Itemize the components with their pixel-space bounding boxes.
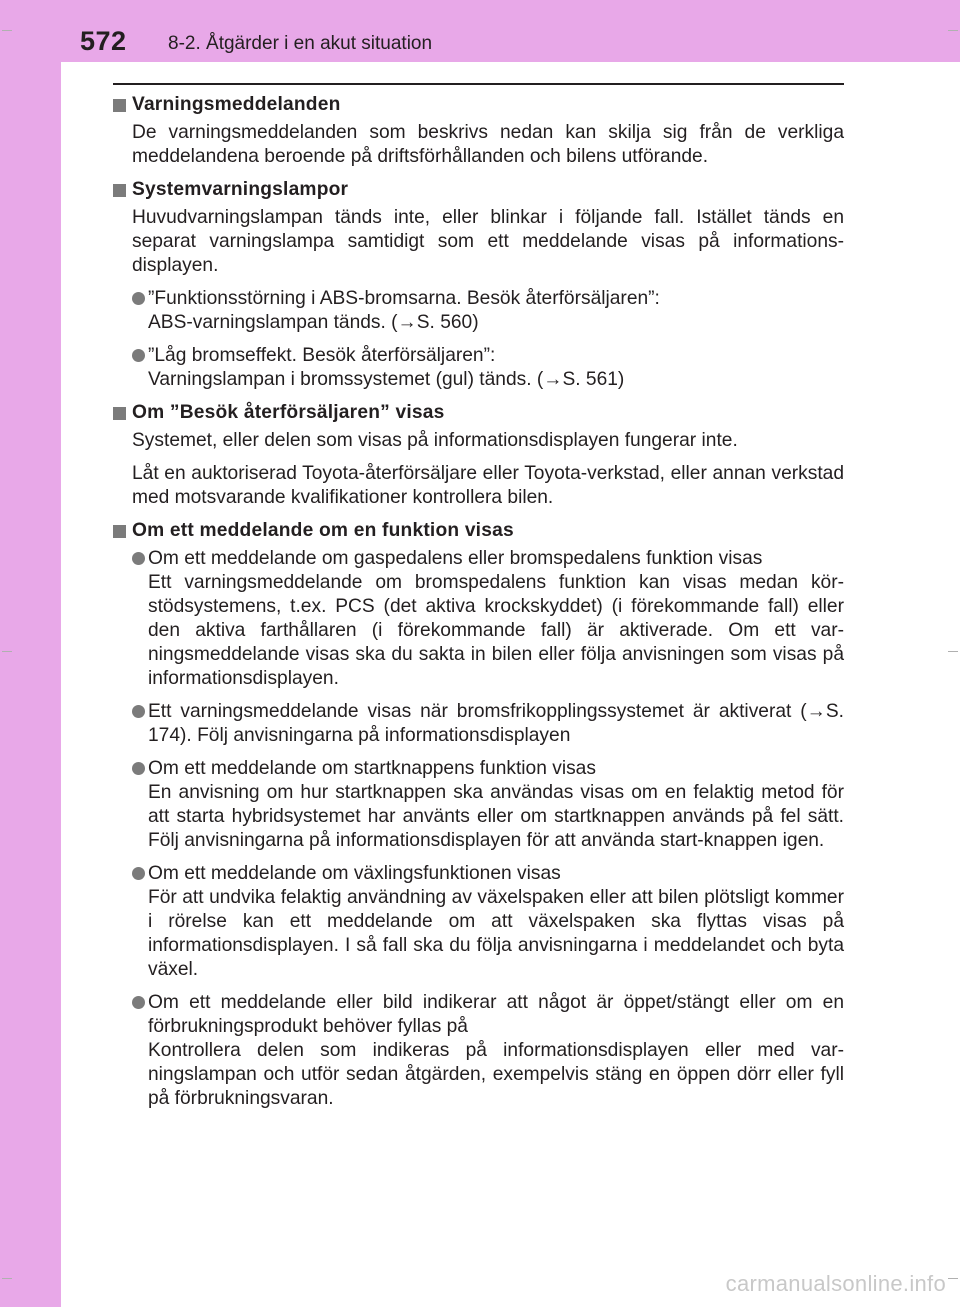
bullet-body: En anvisning om hur startknappen ska användas visas om en felaktig metod för att starta hybridsystemet har använts eller om startknappen används på fel sätt. Följ anvisningarna på informationsdisplayen för att använda start-knappen igen. — [148, 782, 844, 851]
bullet-title: ”Funktionsstörning i ABS-bromsarna. Besök återförsäljaren”: — [148, 288, 660, 309]
crop-mark — [2, 651, 12, 652]
section-heading: Om ett meddelande om en funktion visas — [113, 519, 844, 543]
bullet-body: Ett varningsmeddelande om bromspedalens funktion kan visas medan kör-stödsystemens, t.ex. PCS (det aktiva krockskyddet) (i förekommande fall) eller den aktiva farthållaren (i förekommande fall) är aktiverade. Om ett var-ningsmeddelande visas ska du sakta in bilen eller följa anvisningen som visas på informationsdisplayen. — [148, 572, 844, 689]
crop-mark — [948, 1278, 958, 1279]
bullet-body: Kontrollera delen som indikeras på informationsdisplayen eller med var-ningslampan och utför sedan åtgärden, exempelvis stäng en öppen dörr eller fyll på förbrukningsvaran. — [148, 1040, 844, 1109]
paragraph: De varningsmeddelanden som beskrivs nedan kan skilja sig från de verkliga meddelandena beroende på driftsförhållanden och bilens utförande. — [132, 122, 844, 167]
bullet-title: ”Låg bromseffekt. Besök återförsäljaren”: — [148, 345, 496, 366]
crop-mark — [2, 30, 12, 31]
paragraph: Låt en auktoriserad Toyota-återförsäljare eller Toyota-verkstad, eller annan verkstad med motsvarande kvalifikationer kontrollera bilen. — [132, 463, 844, 508]
square-bullet-icon — [113, 99, 126, 112]
round-bullet-icon — [132, 762, 145, 775]
page-number: 572 — [80, 26, 127, 56]
round-bullet-icon — [132, 292, 145, 305]
crop-mark — [2, 1278, 12, 1279]
side-color-band — [0, 0, 61, 1307]
bullet-title: Om ett meddelande om startknappens funktion visas — [148, 758, 596, 779]
list-item — [113, 547, 844, 691]
square-bullet-icon — [113, 525, 126, 538]
crop-mark — [948, 651, 958, 652]
list-item — [113, 862, 844, 982]
bullet-title: Om ett meddelande om gaspedalens eller bromspedalens funktion visas — [148, 548, 763, 569]
section-title: 8-2. Åtgärder i en akut situation — [168, 33, 433, 54]
round-bullet-icon — [132, 867, 145, 880]
paragraph: Systemet, eller delen som visas på informationsdisplayen fungerar inte. — [132, 430, 738, 451]
page-content — [113, 93, 844, 1120]
round-bullet-icon — [132, 349, 145, 362]
bullet-title: Om ett meddelande eller bild indikerar att något är öppet/stängt eller om en förbrukningsprodukt behöver fyllas på — [148, 992, 844, 1037]
list-item — [113, 757, 844, 853]
section-systemvarningslampor — [113, 178, 844, 392]
bullet-body: Varningslampan i bromssystemet (gul) tänds. (→S. 561) — [148, 369, 625, 390]
section-heading: Varningsmeddelanden — [113, 93, 844, 117]
header-rule — [113, 83, 844, 85]
section-besok-aterforsaljaren — [113, 401, 844, 510]
list-item — [113, 344, 844, 392]
paragraph: Huvudvarningslampan tänds inte, eller blinkar i följande fall. Istället tänds en separat varningslampa samtidigt som ett meddelande visas på informations-displayen. — [132, 207, 844, 276]
section-funktion-visas — [113, 519, 844, 1111]
section-heading: Systemvarningslampor — [113, 178, 844, 202]
list-item — [113, 287, 844, 335]
bullet-title: Om ett meddelande om växlingsfunktionen visas — [148, 863, 561, 884]
square-bullet-icon — [113, 184, 126, 197]
round-bullet-icon — [132, 552, 145, 565]
crop-mark — [948, 30, 958, 31]
bullet-body: För att undvika felaktig användning av växelspaken eller att bilen plötsligt kommer i rörelse kan ett meddelande om att växelspaken ska flyttas visas på informationsdisplayen. I så fall ska du följa anvisningarna i meddelandet och byta växel. — [148, 887, 844, 980]
section-varningsmeddelanden — [113, 93, 844, 169]
section-heading: Om ”Besök återförsäljaren” visas — [113, 401, 844, 425]
round-bullet-icon — [132, 705, 145, 718]
round-bullet-icon — [132, 996, 145, 1009]
list-item — [113, 700, 844, 748]
bullet-title: Ett varningsmeddelande visas när bromsfrikopplingssystemet är aktiverat (→S. 174). Följ anvisningarna på informationsdisplayen — [148, 701, 844, 746]
list-item — [113, 991, 844, 1111]
watermark: carmanualsonline.info — [725, 1271, 946, 1296]
square-bullet-icon — [113, 407, 126, 420]
bullet-body: ABS-varningslampan tänds. (→S. 560) — [148, 312, 479, 333]
